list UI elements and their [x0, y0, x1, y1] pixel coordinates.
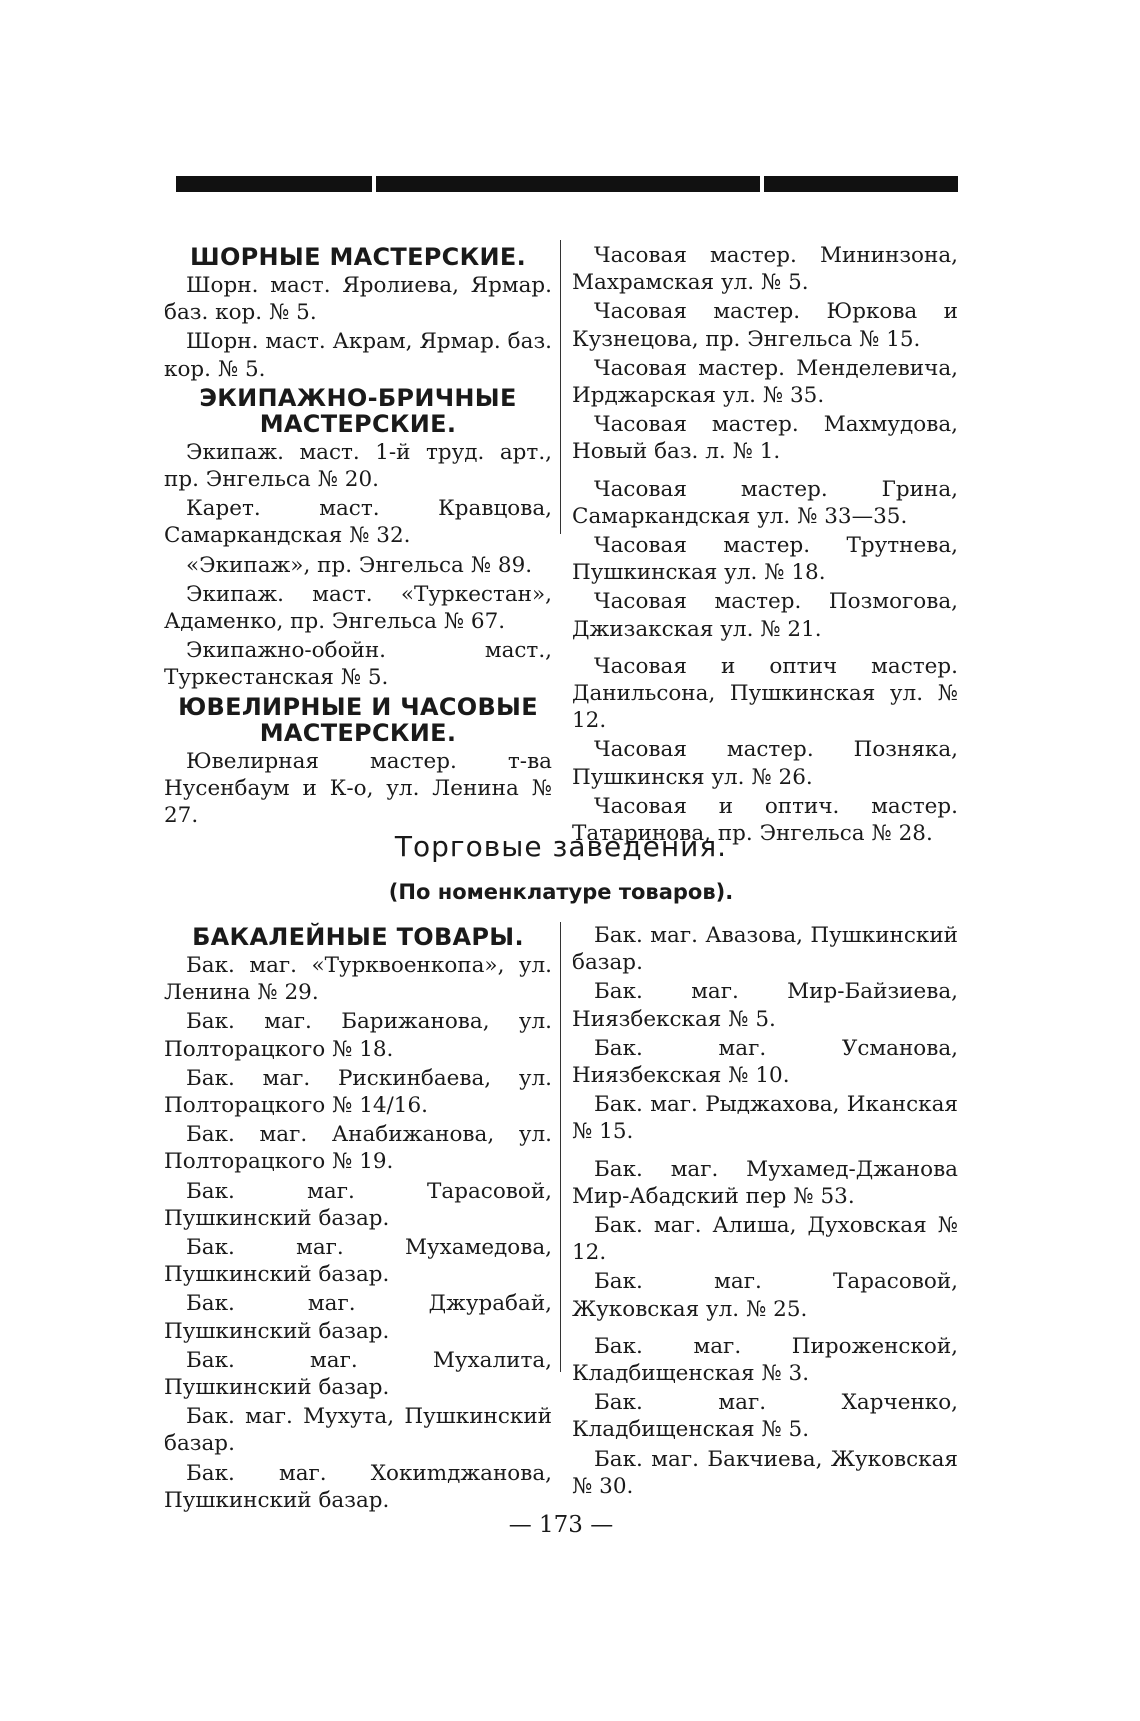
- list-item: Шорн. маст. Акрам, Ярмар. баз. кор. № 5.: [164, 329, 552, 382]
- list-item: Бак. маг. Харченко, Кладбищенская № 5.: [572, 1390, 958, 1443]
- list-item: Часовая мастер. Трутнева, Пушкинская ул. № 18.: [572, 533, 958, 586]
- list-item: Экипаж. маст. «Туркестан», Адаменко, пр. Энгельса № 67.: [164, 581, 552, 635]
- left-column-bottom: [164, 922, 552, 1516]
- list-item: Бак. маг. Мухалита, Пушкинский базар.: [164, 1347, 552, 1401]
- right-column-bottom: [572, 922, 958, 1502]
- section-heading: БАКАЛЕЙНЫЕ ТОВАРЫ.: [192, 923, 524, 951]
- rule-segment: [764, 176, 958, 192]
- list-item: Бак. маг. «Турквоенкопа», ул. Ленина № 29.: [164, 953, 552, 1006]
- list-item: Часовая мастер. Позмогова, Джизакская ул. № 21.: [572, 589, 958, 642]
- list-item: Бак. маг. Мухута, Пушкинский базар.: [164, 1404, 552, 1457]
- rule-segment: [376, 176, 760, 192]
- list-item: Бак. маг. Барижанова, ул. Полторацкого № 18.: [164, 1009, 552, 1062]
- list-item: Бак. маг. Тарасовой, Пушкинский базар.: [164, 1178, 552, 1231]
- list-item: Бак. маг. Авазова, Пушкинский базар.: [572, 923, 958, 976]
- rule-segment: [176, 176, 372, 192]
- list-item: Часовая мастер. Позняка, Пушкинскя ул. № 26.: [572, 737, 958, 790]
- list-item: Бак. маг. Тарасовой, Жуковская ул. № 25.: [572, 1269, 958, 1322]
- list-item: Часовая мастер. Грина, Самаркандская ул. № 33—35.: [572, 476, 958, 529]
- list-item: Часовая мастер. Менделевича, Ирджарская ул. № 35.: [572, 355, 958, 409]
- section-heading: ЭКИПАЖНО-БРИЧНЫЕ МАСТЕРСКИЕ.: [199, 383, 517, 438]
- list-item: Бак. маг. Рыджахова, Иканская № 15.: [572, 1092, 958, 1145]
- column-divider: [560, 922, 561, 1372]
- section-heading: ШОРНЫЕ МАСТЕРСКИЕ.: [190, 243, 526, 271]
- right-column-top: [572, 242, 958, 849]
- list-item: Бак. маг. Джурабай, Пушкинский базар.: [164, 1291, 552, 1344]
- list-item: Шорн. маст. Яролиева, Ярмар. баз. кор. № 5.: [164, 273, 552, 326]
- list-item: Часовая мастер. Мининзона, Махрамская ул. № 5.: [572, 243, 958, 296]
- list-item: Бак. маг. Анабижанова, ул. Полторацкого № 19.: [164, 1122, 552, 1175]
- list-item: Ювелирная мастер. т-ва Нусенбаум и К-о, ул. Ленина № 27.: [164, 748, 552, 829]
- list-item: Бак. маг. Мухамедова, Пушкинский базар.: [164, 1235, 552, 1288]
- section-title: Торговые заведения.: [394, 830, 728, 863]
- list-item: Бак. маг. Усманова, Ниязбекская № 10.: [572, 1035, 958, 1089]
- column-divider: [560, 240, 561, 534]
- list-item: Часовая мастер. Юркова и Кузнецова, пр. Энгельса № 15.: [572, 299, 958, 352]
- list-item: Часовая и оптич мастер. Данильсона, Пушкинская ул. № 12.: [572, 653, 958, 734]
- list-item: Бак. маг. Рискинбаева, ул. Полторацкого № 14/16.: [164, 1065, 552, 1119]
- list-item: Карет. маст. Кравцова, Самаркандская № 32.: [164, 496, 552, 549]
- list-item: Экипажно-обойн. маст., Туркестанская № 5.: [164, 638, 552, 691]
- section-heading: ЮВЕЛИРНЫЕ И ЧАСОВЫЕ МАСТЕРСКИЕ.: [178, 692, 538, 747]
- list-item: Бак. маг. Бакчиева, Жуковская № 30.: [572, 1446, 958, 1499]
- left-column-top: [164, 242, 552, 831]
- list-item: Бак. маг. Алиша, Духовская № 12.: [572, 1213, 958, 1266]
- page-number: — 173 —: [508, 1512, 614, 1538]
- list-item: Экипаж. маст. 1-й труд. арт., пр. Энгельса № 20.: [164, 439, 552, 493]
- list-item: Бак. маг. Мухамед-Джанова Мир-Абадский пер № 53.: [572, 1156, 958, 1209]
- list-item: «Экипаж», пр. Энгельса № 89.: [186, 552, 533, 578]
- list-item: Бак. маг. Пироженской, Кладбищенская № 3.: [572, 1333, 958, 1387]
- section-subtitle: (По номенклатуре товаров).: [388, 880, 734, 904]
- decorative-top-rule: [176, 176, 958, 192]
- list-item: Бак. маг. Мир-Байзиева, Ниязбекская № 5.: [572, 979, 958, 1032]
- list-item: Бак. маг. Хокиmджанова, Пушкинский базар.: [164, 1460, 552, 1513]
- list-item: Часовая мастер. Махмудова, Новый баз. л. № 1.: [572, 412, 958, 465]
- list-item: Часовая и оптич. мастер. Татаринова, пр. Энгельса № 28.: [572, 793, 958, 847]
